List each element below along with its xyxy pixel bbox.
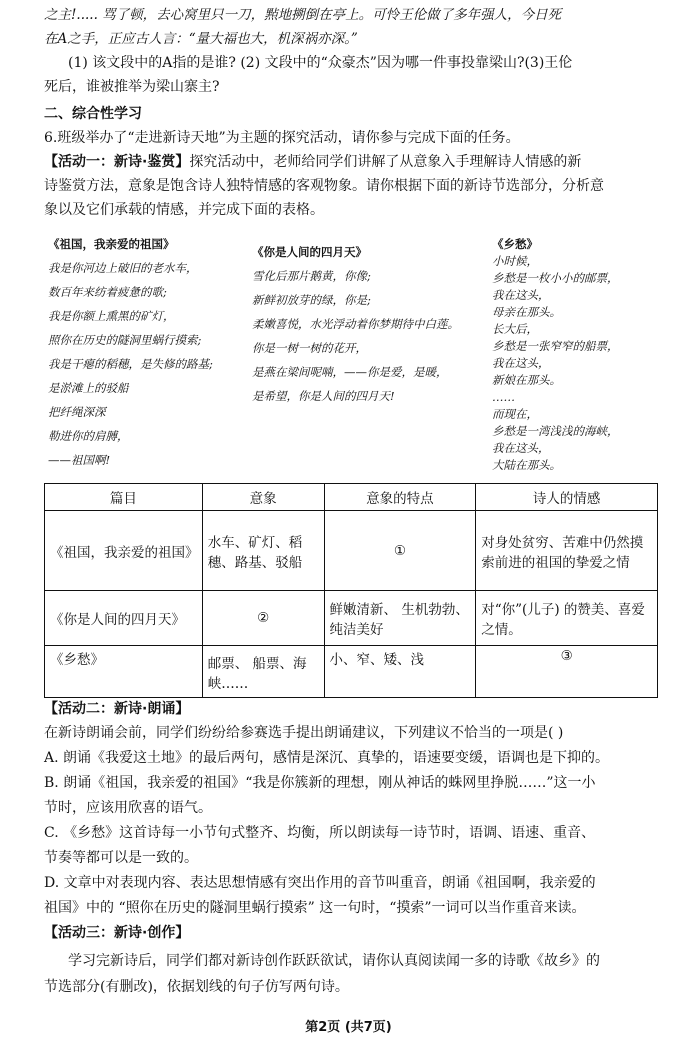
poem-line: 我是你河边上破旧的老水车， (48, 261, 198, 275)
question-6-intro: 6.班级举办了“走进新诗天地”为主题的探究活动，请你参与完成下面的任务。 (44, 130, 520, 146)
poem-line: 照你在历史的隧洞里蜗行摸索; (48, 333, 202, 347)
activity1-line-3: 象以及它们承载的情感，并完成下面的表格。 (44, 202, 324, 218)
activity1-line-2: 诗鉴赏方法，意象是饱含诗人独特情感的客观物象。请你根据下面的新诗节选部分，分析意 (44, 178, 604, 194)
poem-title: 《你是人间的四月天》 (252, 245, 367, 259)
poem-april (252, 240, 459, 408)
poem-motherland (48, 232, 213, 472)
poem-line: 我在这头， (492, 441, 550, 455)
poem-line: 乡愁是一湾浅浅的海峡， (492, 424, 619, 438)
table-row (45, 591, 658, 646)
poem-line: 新娘在那头。 (492, 373, 561, 387)
passage-line-2: 在A之手，正应古人言：“量大福也大，机深祸亦深。” (44, 31, 358, 47)
cell-emotion: 对身处贫穷、苦难中仍然摸索前进的祖国的挚爱之情 (476, 511, 658, 591)
poem-line: 母亲在那头。 (492, 305, 561, 319)
questions-line-2: 死后，谁被推举为梁山寨主? (44, 79, 220, 95)
option-a[interactable]: A. 朗诵《我爱这土地》的最后两句，感情是深沉、真挚的，语速要变缓，语调也是下抑的。 (44, 750, 610, 766)
activity1-label: 【活动一：新诗·鉴赏】 (44, 154, 190, 170)
poem-line: 我是你额上熏黑的矿灯， (48, 309, 175, 323)
poem-nostalgia (492, 236, 619, 474)
activity3-label: 【活动三：新诗·创作】 (44, 925, 190, 941)
poem-line: 把纤绳深深 (48, 405, 106, 419)
poem-line: …… (492, 390, 515, 404)
cell-emotion: 对“你”(儿子) 的赞美、喜爱之情。 (476, 591, 658, 646)
poem-line: 我在这头， (492, 356, 550, 370)
poem-line: 是燕在梁间呢喃，——你是爱，是暖， (252, 365, 448, 379)
page-number: 第2页 (共7页) (305, 1020, 392, 1035)
header-imagery: 意象 (202, 484, 324, 511)
activity1-text-1: 探究活动中，老师给同学们讲解了从意象入手理解诗人情感的新 (189, 154, 582, 170)
header-traits: 意象的特点 (324, 484, 476, 511)
poem-line: 你是一树一树的花开， (252, 341, 367, 355)
activity3-line-1: 学习完新诗后，同学们都对新诗创作跃跃欲试，请你认真阅读闻一多的诗歌《故乡》的 (68, 953, 600, 969)
poem-line: 是希望，你是人间的四月天! (252, 389, 395, 403)
cell-imagery: 邮票、 船票、海峡…… (202, 646, 324, 698)
poem-line: 小时候， (492, 254, 538, 268)
poem-line: 长大后， (492, 322, 538, 336)
blank-3[interactable]: ③ (476, 646, 658, 698)
option-b-line-2: 节时，应该用欣喜的语气。 (44, 800, 212, 816)
option-c-line-1[interactable]: C. 《乡愁》这首诗每一小节句式整齐、均衡，所以朗读每一诗节时，语调、语速、重音、 (44, 825, 596, 841)
activity2-intro: 在新诗朗诵会前，同学们纷纷给参赛选手提出朗诵建议，下列建议不恰当的一项是( ) (44, 725, 564, 741)
table-header-row (45, 484, 658, 511)
passage-line-1: 之主!..... 骂了顿，去心窝里只一刀，㸃地搠倒在亭上。可怜王伦做了多年强人，今日死 (44, 7, 562, 23)
option-c-line-2: 节奏等都可以是一致的。 (44, 850, 198, 866)
poem-line: 新鲜初放芽的绿，你是; (252, 293, 371, 307)
poem-line: 雪化后那片鹅黄，你像; (252, 269, 371, 283)
section-heading: 二、综合性学习 (44, 106, 142, 122)
cell-traits: 鲜嫩清新、 生机勃勃、纯洁美好 (324, 591, 476, 646)
poem-line: 而现在， (492, 407, 538, 421)
activity3-line-2: 节选部分(有删改)，依据划线的句子仿写两句诗。 (44, 979, 349, 995)
cell-traits: 小、窄、矮、浅 (324, 646, 476, 698)
poem-line: 乡愁是一张窄窄的船票， (492, 339, 619, 353)
poem-line: 是淤滩上的驳船 (48, 381, 129, 395)
header-emotion: 诗人的情感 (476, 484, 658, 511)
blank-2[interactable]: ② (202, 591, 324, 646)
poem-line: 勒进你的肩膊， (48, 429, 129, 443)
poem-line: 柔嫩喜悦，水光浮动着你梦期待中白莲。 (252, 317, 459, 331)
poem-title: 《乡愁》 (492, 237, 538, 251)
activity2-label: 【活动二：新诗·朗诵】 (44, 701, 190, 717)
cell-imagery: 水车、矿灯、稻穗、路基、驳船 (202, 511, 324, 591)
poem-line: 乡愁是一枚小小的邮票， (492, 271, 619, 285)
blank-1[interactable]: ① (324, 511, 476, 591)
option-d-line-2: 祖国》中的 “照你在历史的隧洞里蜗行摸索” 这一句时，“摸索”一词可以当作重音来读。 (44, 900, 586, 916)
poem-title: 《祖国，我亲爱的祖国》 (48, 237, 175, 251)
poem-line: 大陆在那头。 (492, 458, 561, 472)
poem-line: 我在这头， (492, 288, 550, 302)
poem-line: 我是干瘪的稻穗，是失修的路基; (48, 357, 213, 371)
cell-title: 《祖国，我亲爱的祖国》 (45, 511, 203, 591)
option-d-line-1[interactable]: D. 文章中对表现内容、表达思想情感有突出作用的音节叫重音，朗诵《祖国啊，我亲爱的 (44, 875, 596, 891)
option-b-line-1[interactable]: B. 朗诵《祖国，我亲爱的祖国》“我是你簇新的理想，刚从神话的蛛网里挣脱……”这一小 (44, 775, 596, 791)
cell-title: 《乡愁》 (45, 646, 203, 698)
activity1-line-1 (44, 151, 657, 173)
imagery-table (44, 483, 658, 698)
questions-line-1: (1) 该文段中的A指的是谁? (2) 文段中的“众豪杰”因为哪一件事投靠梁山?(3)王伦 (68, 55, 573, 71)
table-row (45, 511, 658, 591)
table-row (45, 646, 658, 698)
header-title: 篇目 (45, 484, 203, 511)
poem-line: ——祖国啊! (48, 453, 111, 467)
poem-line: 数百年来纺着疲惫的歌; (48, 285, 167, 299)
cell-title: 《你是人间的四月天》 (45, 591, 203, 646)
